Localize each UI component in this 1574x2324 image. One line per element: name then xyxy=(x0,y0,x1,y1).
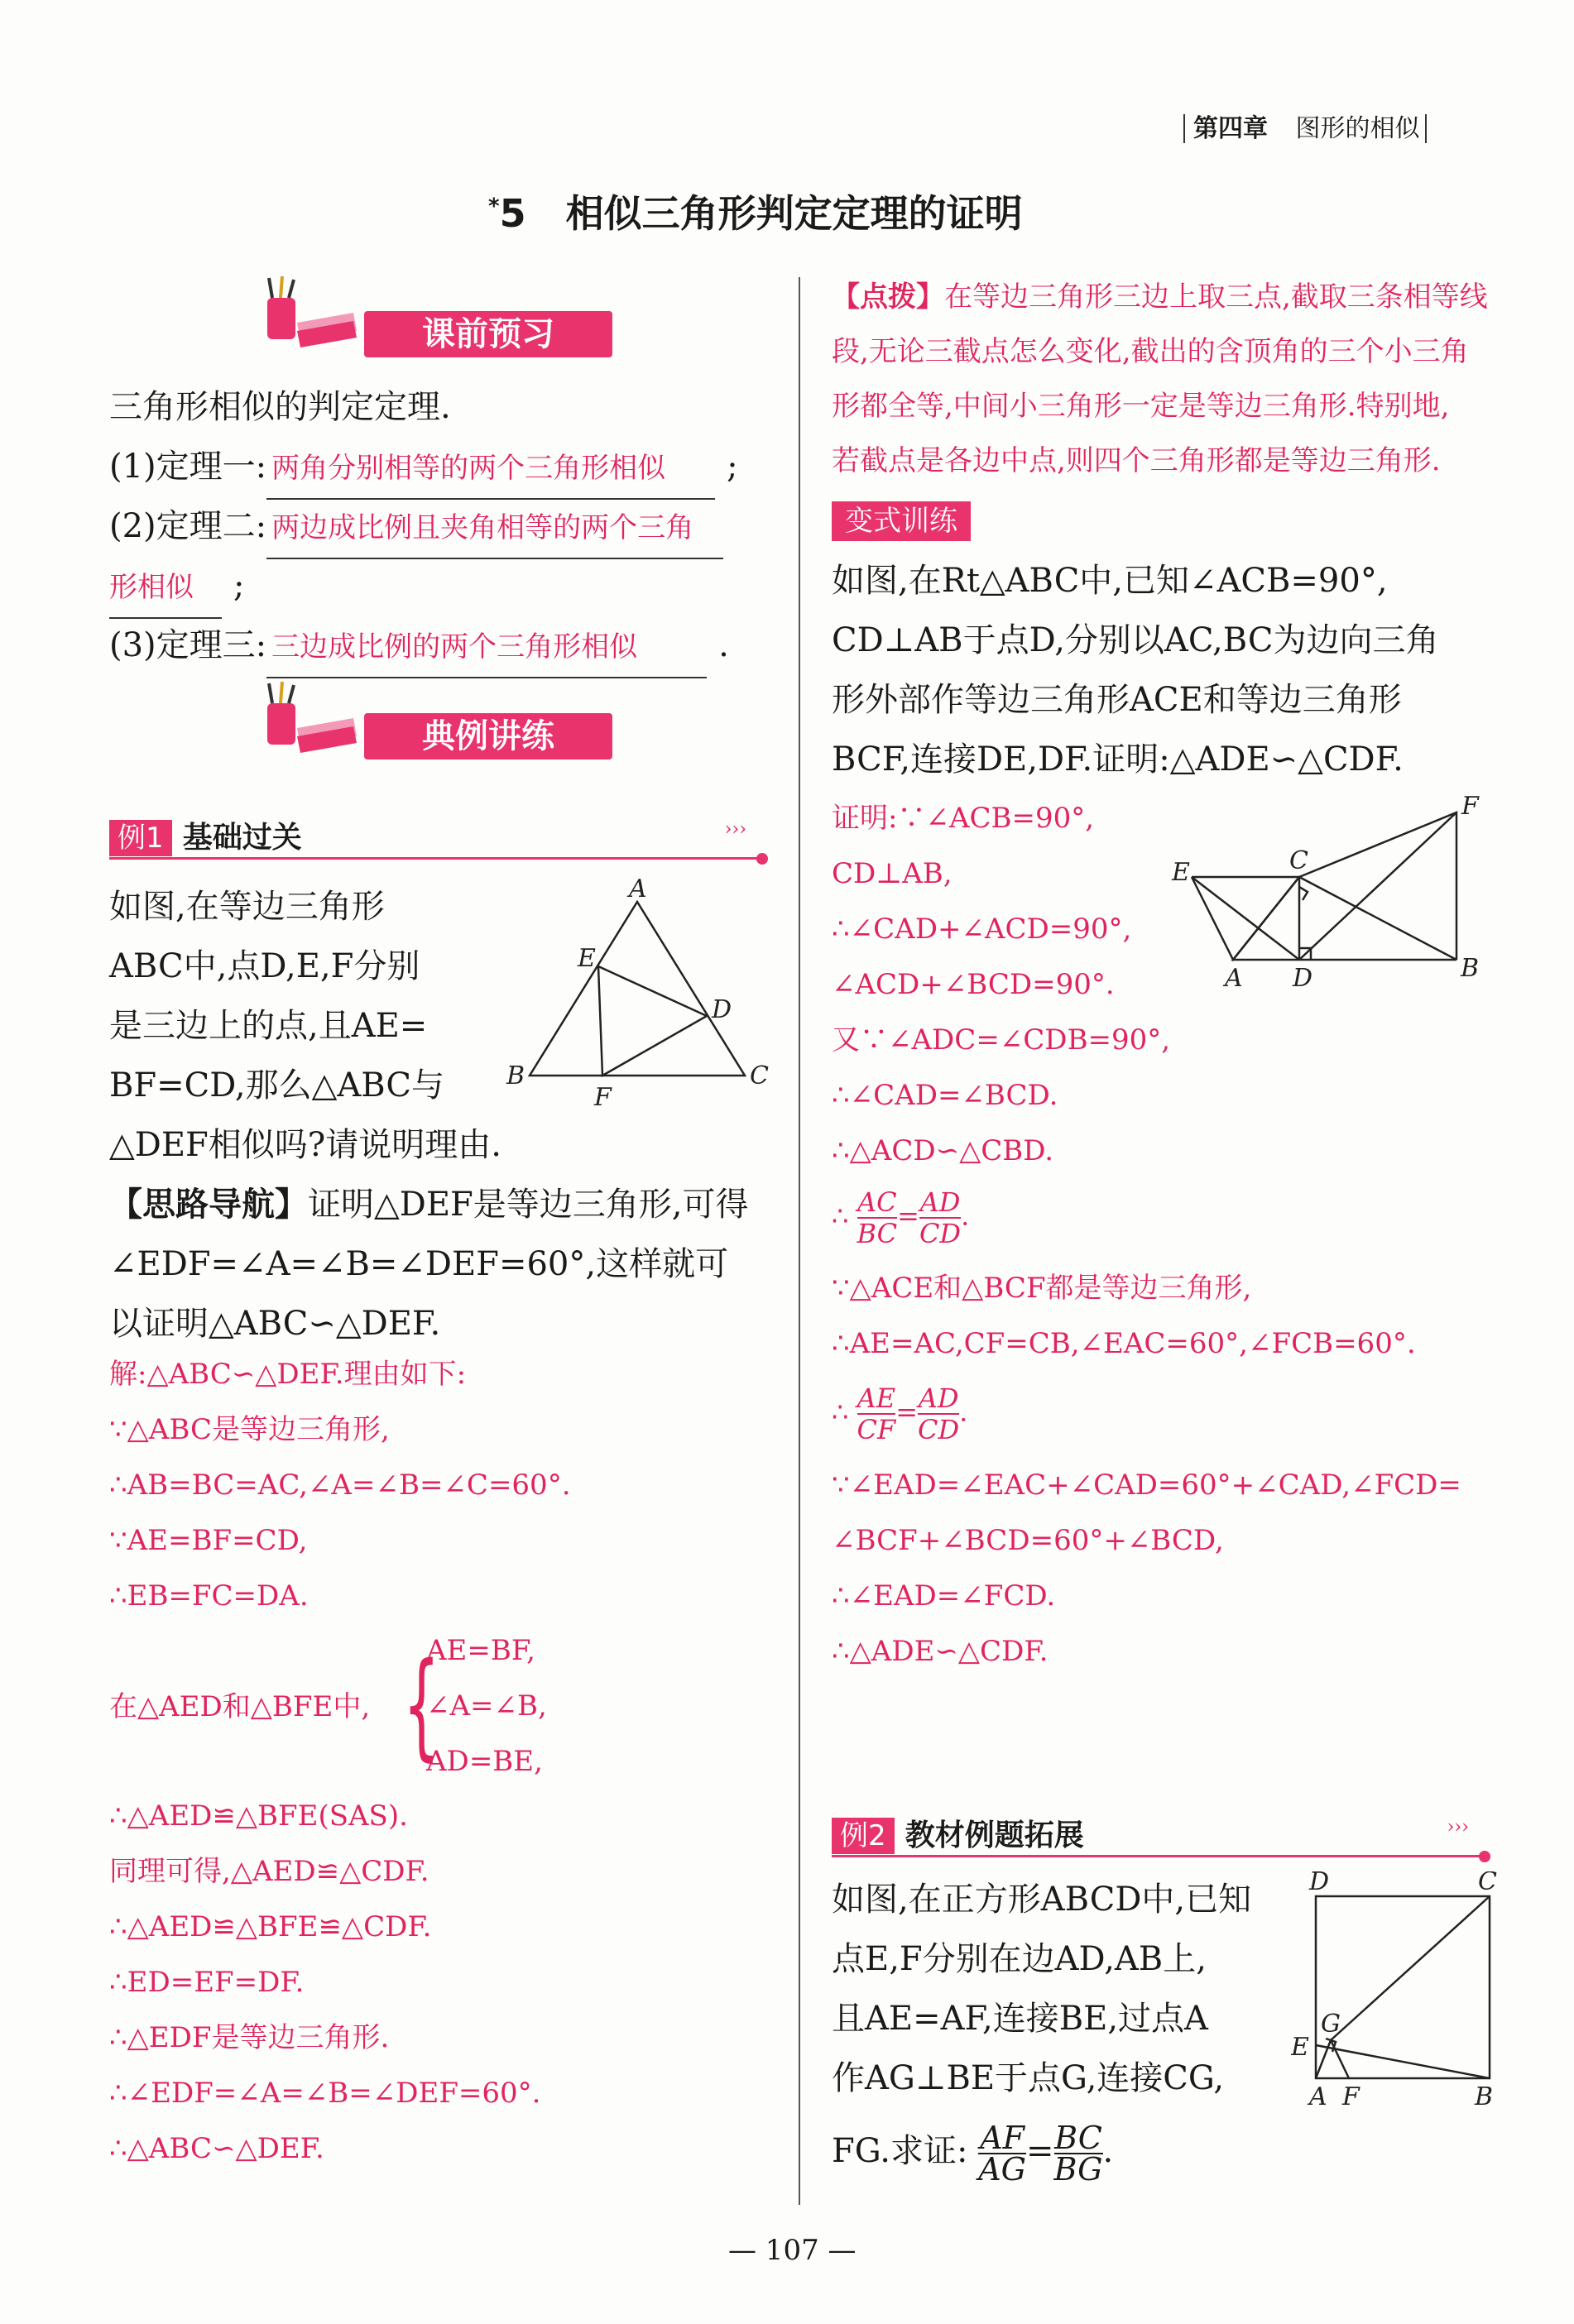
example-2-tag: 例2 xyxy=(832,1818,895,1854)
svg-text:F: F xyxy=(1461,794,1479,821)
theorem-3-answer: 三边成比例的两个三角形相似 xyxy=(266,617,707,678)
column-divider xyxy=(799,277,800,2205)
theorem-2-cont: 形相似 ; xyxy=(109,556,244,619)
preview-intro: 三角形相似的判定定理. xyxy=(109,388,451,426)
svg-text:G: G xyxy=(1321,2010,1341,2039)
theorem-1-answer: 两角分别相等的两个三角形相似 xyxy=(266,438,715,500)
example-1-problem: 如图,在等边三角形 ABC中,点D,E,F分别 是三边上的点,且AE= BF=CD,那么△ABC与 △DEF相似吗?请说明理由. xyxy=(109,888,501,1164)
svg-text:D: D xyxy=(712,995,732,1024)
svg-text:B: B xyxy=(1461,954,1480,983)
examples-banner: 典例讲练 xyxy=(364,713,612,759)
svg-text:C: C xyxy=(1289,846,1308,875)
variant-proof-a: 证明:∵∠ACB=90°, CD⊥AB, ∴∠CAD+∠ACD=90°, ∠ACD+∠BCD=90°. 又∵∠ADC=∠CDB=90°, ∴∠CAD=∠BCD. ∴△ACD∽△CBD. xyxy=(832,802,1171,1167)
preview-banner: 课前预习 xyxy=(364,311,612,357)
svg-text:F: F xyxy=(1342,2082,1360,2111)
example-1-heading: 例1 基础过关 ››› xyxy=(109,814,763,860)
example-1-solution-2: ∴△AED≌△BFE(SAS). 同理可得,△AED≌△CDF. ∴△AED≌△BFE≌△CDF. ∴ED=EF=DF. ∴△EDF是等边三角形. ∴∠EDF=∠A=∠B=∠DEF=60°. ∴△ABC∽△DEF. xyxy=(109,1799,541,2165)
svg-text:E: E xyxy=(1172,858,1190,887)
svg-text:E: E xyxy=(578,944,596,973)
variant-fraction-1: ∴ $\frac{AC}{BC}$ = $\frac{AD}{CD}$ . xyxy=(832,1186,970,1249)
variant-proof-c: ∵∠EAD=∠EAC+∠CAD=60°+∠CAD,∠FCD= ∠BCF+∠BCD=60°+∠BCD, ∴∠EAD=∠FCD. ∴△ADE∽△CDF. xyxy=(832,1469,1461,1668)
example-2-last-line: FG.求证: $\frac{AF}{AG}$ = $\frac{BC}{BG}$ . xyxy=(832,2120,1114,2187)
pencil-cup-icon xyxy=(261,273,360,347)
example-2-problem: 如图,在正方形ABCD中,已知 点E,F分别在边AD,AB上, 且AE=AF,连接BE,过点A 作AG⊥BE于点G,连接CG, xyxy=(832,1881,1252,2097)
variant-proof-b: ∵△ACE和△BCF都是等边三角形, ∴AE=AC,CF=CB,∠EAC=60°,∠FCB=60°. xyxy=(832,1272,1416,1360)
svg-text:A: A xyxy=(1225,964,1243,993)
chapter-title: 图形的相似 xyxy=(1295,114,1420,143)
brace-lines: AE=BF, ∠A=∠B, AD=BE, xyxy=(426,1634,547,1778)
svg-text:B: B xyxy=(1475,2082,1494,2111)
svg-text:F: F xyxy=(594,1083,612,1112)
theorem-2: (2)定理二: 两边成比例且夹角相等的两个三角 xyxy=(109,496,723,559)
brace-prefix: 在△AED和△BFE中, xyxy=(109,1690,371,1723)
theorem-1: (1)定理一: 两角分别相等的两个三角形相似 ; xyxy=(109,437,738,500)
equilateral-triangle-figure xyxy=(497,877,778,1117)
svg-text:D: D xyxy=(1309,1871,1330,1896)
theorem-3: (3)定理三: 三边成比例的两个三角形相似 . xyxy=(109,616,729,678)
svg-text:A: A xyxy=(629,877,647,903)
svg-text:E: E xyxy=(1291,2033,1309,2062)
chapter-number: 第四章 xyxy=(1183,114,1268,143)
example-1-solution: 解:△ABC∽△DEF.理由如下: ∵△ABC是等边三角形, ∴AB=BC=AC,∠A=∠B=∠C=60°. ∵AE=BF=CD, ∴EB=FC=DA. xyxy=(109,1358,571,1612)
example-1-hint: 【思路导航】证明△DEF是等边三角形,可得 ∠EDF=∠A=∠B=∠DEF=60°,这样就可 以证明△ABC∽△DEF. xyxy=(109,1186,749,1343)
svg-text:C: C xyxy=(750,1061,769,1090)
svg-text:A: A xyxy=(1309,2082,1327,2111)
tip: 【点拨】在等边三角形三边上取三点,截取三条相等线 段,无论三截点怎么变化,截出的含顶角的三个小三角 形都全等,中间小三角形一定是等边三角形.特别地, 若截点是各边中点,则四个三角形都是等边三角形. xyxy=(832,280,1488,477)
chapter-header xyxy=(1183,108,1427,144)
svg-text:D: D xyxy=(1293,964,1313,993)
brace-symbol: { xyxy=(403,1638,440,1773)
variant-problem: 如图,在Rt△ABC中,已知∠ACB=90°, CD⊥AB于点D,分别以AC,BC为边向三角 形外部作等边三角形ACE和等边三角形 BCF,连接DE,DF.证明:△ADE∽△CDF. xyxy=(832,562,1439,779)
square-figure xyxy=(1291,1871,1506,2120)
pencil-cup-icon xyxy=(261,678,360,753)
example-1-tag: 例1 xyxy=(109,820,172,856)
svg-text:C: C xyxy=(1478,1871,1497,1896)
variant-tag: 变式训练 xyxy=(832,501,971,541)
variant-fraction-2: ∴ $\frac{AE}{CF}$ = $\frac{AD}{CD}$ . xyxy=(832,1382,968,1445)
example-2-heading: 例2 教材例题拓展 ››› xyxy=(832,1812,1485,1857)
theorem-2-answer-a: 两边成比例且夹角相等的两个三角 xyxy=(266,498,723,559)
section-title: *5 相似三角形判定定理的证明 xyxy=(488,191,1023,236)
svg-text:B: B xyxy=(506,1061,525,1090)
theorem-2-answer-b: 形相似 xyxy=(109,558,222,619)
page-number: — 107 — xyxy=(728,2234,857,2267)
right-triangle-figure xyxy=(1167,794,1498,993)
